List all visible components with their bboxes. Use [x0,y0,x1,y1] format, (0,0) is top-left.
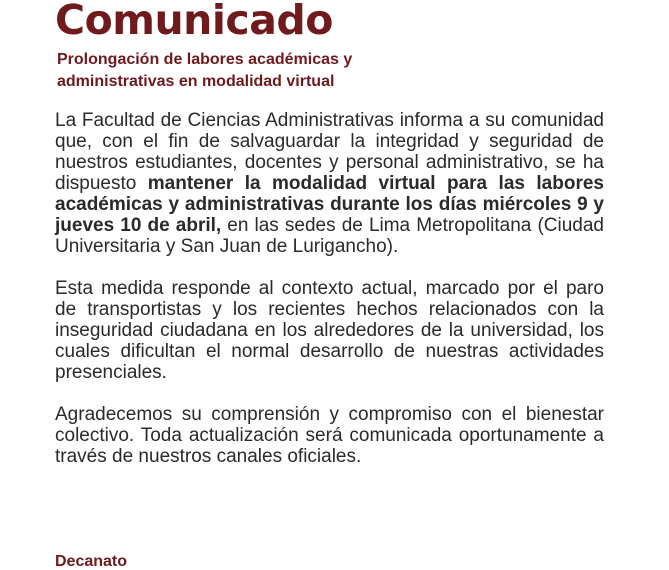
subtitle-line-2: administrativas en modalidad virtual [57,73,335,90]
paragraph-1-intro: La Facultad de Ciencias Administrativas informa a su comunidad que, con el fin de salvaguardar la integridad y seguridad de nuestros estudiantes, docentes y personal administrativo, se ha dispuesto [55,110,604,194]
paragraph-2: Esta medida responde al contexto actual, marcado por el paro de transportistas y los recientes hechos relacionados con la inseguridad ciudadana en los alrededores de la universidad, los cuales dificultan el normal desarrollo de nuestras actividades presenciales. [55,278,604,383]
paragraph-1-outro: en las sedes de Lima Metropolitana (Ciudad Universitaria y San Juan de Lurigancho). [55,215,604,257]
page-subtitle [57,49,457,93]
signature: Decanato [55,553,128,570]
communique-body [55,110,604,488]
subtitle-line-1: Prolongación de labores académicas y [57,51,353,68]
paragraph-1 [55,110,604,257]
paragraph-1-highlight: mantener la modalidad virtual para las labores académicas y administrativas durante los días miércoles 9 y jueves 10 de abril, [55,173,604,236]
page-title: Comunicado [55,0,333,44]
paragraph-3: Agradecemos su comprensión y compromiso con el bienestar colectivo. Toda actualización será comunicada oportunamente a través de nuestros canales oficiales. [55,404,604,467]
